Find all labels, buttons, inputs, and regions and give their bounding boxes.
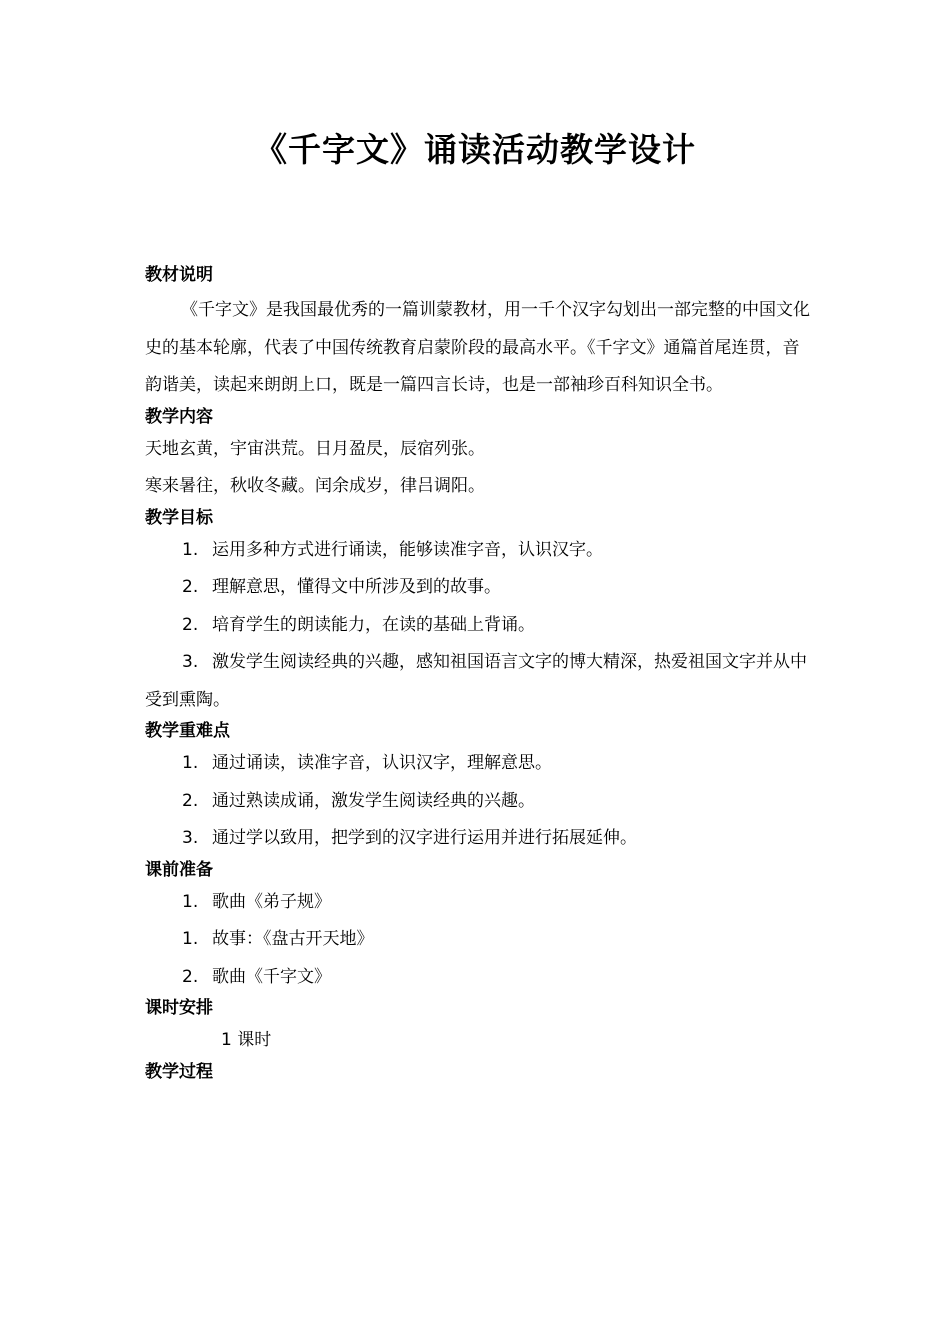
key-point-number: 1. <box>182 753 199 773</box>
preparation-text: 故事：《盘古开天地》 <box>212 929 374 949</box>
document-body <box>145 263 810 1086</box>
schedule-value: 1 课时 <box>221 1030 272 1050</box>
key-point-number: 3. <box>182 828 199 848</box>
goal-item-text: 培育学生的朗读能力，在读的基础上背诵。 <box>212 614 535 635</box>
heading-process: 教学过程 <box>145 1061 213 1082</box>
heading-schedule: 课时安排 <box>145 998 213 1018</box>
goal-item-number: 2. <box>182 614 199 635</box>
content-line-1: 天地玄黄，宇宙洪荒。日月盈昃，辰宿列张。 <box>145 438 485 459</box>
preparation-item <box>145 959 810 997</box>
preparation-item <box>145 921 810 959</box>
goal-item-text: 理解意思，懂得文中所涉及到的故事。 <box>212 577 501 597</box>
goal-item-number: 1. <box>182 539 199 560</box>
key-point-text: 通过熟读成诵，激发学生阅读经典的兴趣。 <box>212 790 535 811</box>
goal-item-number: 3. <box>182 652 199 672</box>
key-point-item <box>145 745 810 783</box>
goal-item <box>145 569 810 607</box>
heading-preparation: 课前准备 <box>145 859 213 880</box>
goal-item-text: 运用多种方式进行诵读，能够读准字音，认识汉字。 <box>212 539 603 560</box>
preparation-text: 歌曲《千字文》 <box>212 966 331 987</box>
content-line-2: 寒来暑往，秋收冬藏。闰余成岁，律吕调阳。 <box>145 476 485 496</box>
heading-materials: 教材说明 <box>145 265 213 285</box>
preparation-item <box>145 884 810 922</box>
document-title: 《千字文》诵读活动教学设计 <box>254 130 696 169</box>
preparation-number: 1. <box>182 929 199 949</box>
preparation-number: 1. <box>182 891 199 912</box>
key-point-item <box>145 820 810 858</box>
heading-key-points: 教学重难点 <box>145 721 230 741</box>
goal-item <box>145 644 810 719</box>
goal-item <box>145 607 810 645</box>
key-point-text: 通过学以致用，把学到的汉字进行运用并进行拓展延伸。 <box>212 828 637 848</box>
goal-item-text: 激发学生阅读经典的兴趣，感知祖国语言文字的博大精深，热爱祖国文字并从中受到熏陶。 <box>145 652 807 710</box>
goal-item <box>145 532 810 570</box>
materials-paragraph: 《千字文》是我国最优秀的一篇训蒙教材，用一千个汉字勾划出一部完整的中国文化史的基本轮廓，代表了中国传统教育启蒙阶段的最高水平。《千字文》通篇首尾连贯，音韵谐美，读起来朗朗上口，既是一篇四言长诗，也是一部袖珍百科知识全书。 <box>145 300 810 395</box>
heading-goals: 教学目标 <box>145 507 213 528</box>
goal-item-number: 2. <box>182 577 199 597</box>
key-point-text: 通过诵读，读准字音，认识汉字，理解意思。 <box>212 753 552 773</box>
key-point-item <box>145 783 810 821</box>
heading-content: 教学内容 <box>145 406 213 427</box>
preparation-number: 2. <box>182 966 199 987</box>
preparation-text: 歌曲《弟子规》 <box>212 891 331 912</box>
key-point-number: 2. <box>182 790 199 811</box>
